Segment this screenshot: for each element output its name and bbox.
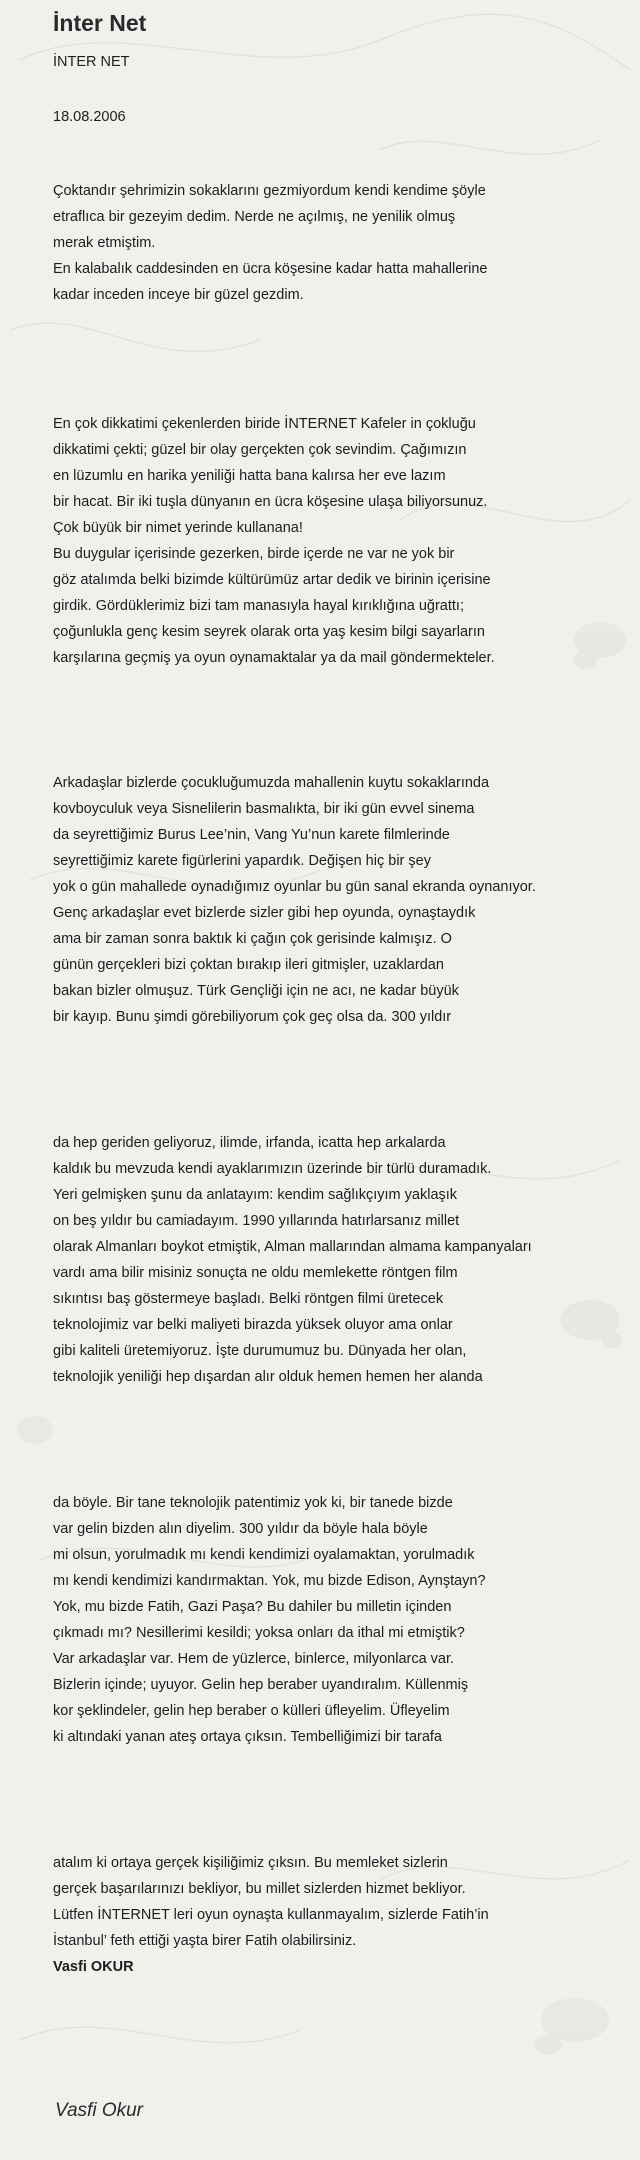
stanza-2 [53, 411, 640, 671]
stanza-line: gibi kaliteli üretemiyoruz. İşte durumumuz bu. Dünyada her olan, [53, 1343, 467, 1359]
stanza-line: vardı ama bilir misiniz sonuçta ne oldu memlekette röntgen film [53, 1265, 458, 1281]
stanza-line: kadar inceden inceye bir güzel gezdim. [53, 287, 304, 303]
stanza-line: seyrettiğimiz karete figürlerini yapardık. Değişen hiç bir şey [53, 853, 431, 869]
stanza-line: En çok dikkatimi çekenlerden biride İNTERNET Kafeler in çokluğu [53, 416, 476, 432]
stanza-line: Çoktandır şehrimizin sokaklarını gezmiyordum kendi kendime şöyle [53, 183, 486, 199]
stanza-line: atalım ki ortaya gerçek kişiliğimiz çıksın. Bu memleket sizlerin [53, 1855, 448, 1871]
stanza-line: gerçek başarılarınızı bekliyor, bu millet sizlerden hizmet bekliyor. [53, 1881, 466, 1897]
stanza-line: Yok, mu bizde Fatih, Gazi Paşa? Bu dahiler bu milletin içinden [53, 1599, 452, 1615]
stanza-line: Yeri gelmişken şunu da anlatayım: kendim sağlıkçıyım yaklaşık [53, 1187, 458, 1203]
stanza-line: merak etmiştim. [53, 235, 156, 251]
stanza-line: ama bir zaman sonra baktık ki çağın çok gerisinde kalmışız. O [53, 931, 452, 947]
stanza-line: karşılarına geçmiş ya oyun oynamaktalar ya da mail göndermekteler. [53, 650, 495, 666]
stanza-line: bir kayıp. Bunu şimdi görebiliyorum çok geç olsa da. 300 yıldır [53, 1009, 452, 1025]
stanza-line: Var arkadaşlar var. Hem de yüzlerce, binlerce, milyonlarca var. [53, 1651, 455, 1667]
stanza-line: bakan bizler olmuşuz. Türk Gençliği için ne acı, ne kadar büyük [53, 983, 459, 999]
poem-date: 18.08.2006 [53, 109, 126, 125]
stanza-line: Lütfen İNTERNET leri oyun oynaşta kullanmayalım, sizlerde Fatih’in [53, 1907, 489, 1923]
stanza-line: da hep geriden geliyoruz, ilimde, irfanda, icatta hep arkalarda [53, 1135, 446, 1151]
stanza-line: günün gerçekleri bizi çoktan bırakıp ileri gitmişler, uzaklardan [53, 957, 444, 973]
author-name: Vasfi OKUR [53, 1959, 134, 1975]
stanza-line: mi olsun, yorulmadık mı kendi kendimizi oyalamaktan, yorulmadık [53, 1547, 475, 1563]
author-signature: Vasfi Okur [55, 2100, 143, 2121]
stanza-line: İstanbul’ feth ettiği yaşta birer Fatih olabilirsiniz. [53, 1933, 357, 1949]
stanza-line: sıkıntısı baş göstermeye başladı. Belki röntgen filmi üretecek [53, 1291, 444, 1307]
stanza-line: yok o gün mahallede oynadığımız oyunlar bu gün sanal ekranda oynanıyor. [53, 879, 536, 895]
stanza-line: Arkadaşlar bizlerde çocukluğumuzda mahallenin kuytu sokaklarında [53, 775, 490, 791]
stanza-line: çıkmadı mı? Nesillerimi kesildi; yoksa onları da ithal mi etmiştik? [53, 1625, 465, 1641]
stanza-line: da böyle. Bir tane teknolojik patentimiz yok ki, bir tanede bizde [53, 1495, 453, 1511]
stanza-5 [53, 1490, 640, 1750]
stanza-line: Bu duygular içerisinde gezerken, birde içerde ne var ne yok bir [53, 546, 455, 562]
stanza-4 [53, 1130, 640, 1390]
stanza-line: da seyrettiğimiz Burus Lee’nin, Vang Yu’nun karete filmlerinde [53, 827, 450, 843]
stanza-line: En kalabalık caddesinden en ücra köşesine kadar hatta mahallerine [53, 261, 488, 277]
poem-subtitle: İNTER NET [53, 54, 130, 70]
stanza-line: Bizlerin içinde; uyuyor. Gelin hep beraber uyandıralım. Küllenmiş [53, 1677, 469, 1693]
stanza-line: teknolojik yeniliği hep dışardan alır olduk hemen hemen her alanda [53, 1369, 483, 1385]
stanza-line: dikkatimi çekti; güzel bir olay gerçekten çok sevindim. Çağımızın [53, 442, 467, 458]
stanza-line: mı kendi kendimizi kandırmaktan. Yok, mu bizde Edison, Aynştayn? [53, 1573, 486, 1589]
stanza-1 [53, 178, 640, 308]
stanza-line: olarak Almanları boykot etmiştik, Alman mallarından almama kampanyaları [53, 1239, 532, 1255]
stanza-line: kaldık bu mevzuda kendi ayaklarımızın üzerinde bir türlü duramadık. [53, 1161, 492, 1177]
stanza-line: Çok büyük bir nimet yerinde kullanana! [53, 520, 303, 536]
stanza-line: teknolojimiz var belki maliyeti birazda yüksek oluyor ama onlar [53, 1317, 453, 1333]
stanza-line: var gelin bizden alın diyelim. 300 yıldır da böyle hala böyle [53, 1521, 428, 1537]
stanza-line: ki altındaki yanan ateş ortaya çıksın. Tembelliğimizi bir tarafa [53, 1729, 442, 1745]
stanza-3 [53, 770, 640, 1030]
stanza-line: kor şeklindeler, gelin hep beraber o külleri üfleyelim. Üfleyelim [53, 1703, 450, 1719]
stanza-line: göz atalımda belki bizimde kültürümüz artar dedik ve birinin içerisine [53, 572, 491, 588]
stanza-line: girdik. Gördüklerimiz bizi tam manasıyla hayal kırıklığına uğrattı; [53, 598, 464, 614]
stanza-line: en lüzumlu en harika yeniliği hatta bana kalırsa her eve lazım [53, 468, 446, 484]
stanza-line: on beş yıldır bu camiadayım. 1990 yıllarında hatırlarsanız millet [53, 1213, 460, 1229]
stanza-line: kovboyculuk veya Sisnelilerin basmalıkta, bir iki gün evvel sinema [53, 801, 475, 817]
stanza-line: çoğunlukla genç kesim seyrek olarak orta yaş kesim bilgi sayarların [53, 624, 485, 640]
poem-title: İnter Net [53, 10, 147, 36]
stanza-line: Genç arkadaşlar evet bizlerde sizler gibi hep oyunda, oynaştaydık [53, 905, 476, 921]
stanza-line: bir hacat. Bir iki tuşla dünyanın en ücra köşesine ulaşa biliyorsunuz. [53, 494, 488, 510]
stanza-6 [53, 1850, 640, 1980]
stanza-line: etraflıca bir gezeyim dedim. Nerde ne açılmış, ne yenilik olmuş [53, 209, 456, 225]
